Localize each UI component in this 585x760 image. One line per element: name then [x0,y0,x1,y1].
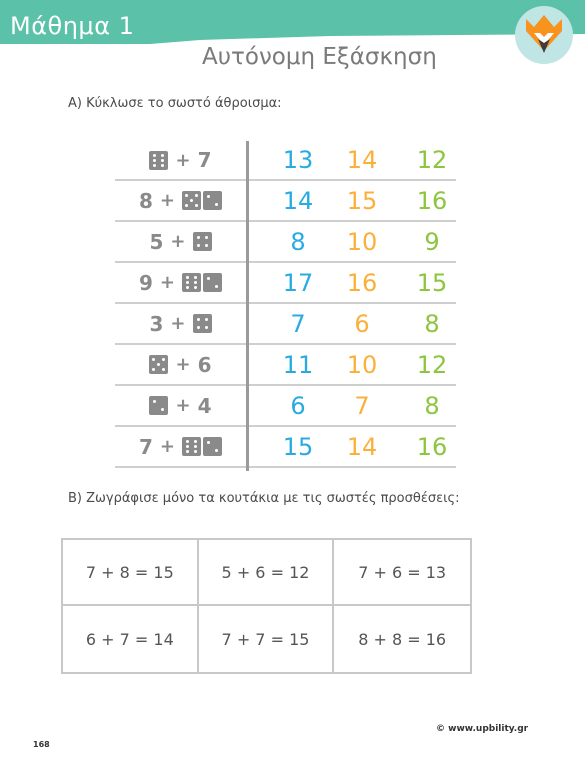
sum-option[interactable]: 16 [416,432,448,461]
sum-option[interactable]: 13 [282,146,314,174]
addition-expression [115,427,246,466]
addend: 7 [197,148,212,172]
addition-expression [115,386,246,425]
sum-option[interactable]: 14 [282,186,314,215]
plus-sign: + [170,231,186,252]
addition-expression [115,263,246,302]
die-icon [203,191,222,210]
sum-option[interactable]: 15 [416,268,448,297]
die-icon [203,273,222,292]
sum-option[interactable]: 16 [416,186,448,215]
table-row [115,263,456,304]
sum-option[interactable]: 17 [282,268,314,297]
page-subtitle: Αυτόνομη Εξάσκηση [202,44,437,70]
addend: 9 [138,270,153,295]
die-icon [149,396,168,415]
table-row [115,304,456,345]
dice-group [149,151,168,170]
dice-group [182,437,222,456]
addition-expression [115,345,246,384]
die-icon [193,232,212,251]
die-icon [149,151,168,170]
addition-expression [115,222,246,261]
addition-grid [61,538,472,674]
dice-group [193,314,212,333]
plus-sign: + [159,190,175,211]
table-row [115,141,456,181]
die-icon [193,314,212,333]
table-divider [246,141,249,471]
die-icon [149,355,168,374]
addend: 6 [197,352,212,377]
addition-expression [115,141,246,179]
sum-option[interactable]: 14 [346,146,378,174]
addition-expression [115,181,246,220]
plus-sign: + [175,149,191,171]
dice-group [182,191,222,210]
sum-option[interactable]: 15 [346,186,378,215]
sum-option[interactable]: 12 [416,350,448,379]
addend: 5 [149,229,164,254]
sum-option[interactable]: 7 [354,391,370,420]
dice-group [193,232,212,251]
sum-option[interactable]: 15 [282,432,314,461]
lesson-title: Μάθημα 1 [10,12,135,40]
sum-option[interactable]: 8 [424,309,440,338]
upbility-logo-icon [512,3,576,67]
die-icon [182,437,201,456]
sum-option[interactable]: 8 [424,391,440,420]
addition-box[interactable]: 6 + 7 = 14 [63,606,199,672]
sum-option[interactable]: 7 [290,309,306,338]
plus-sign: + [159,436,175,457]
table-row [115,222,456,263]
sum-option[interactable]: 16 [346,268,378,297]
sum-option[interactable]: 8 [290,227,306,256]
sum-option[interactable]: 12 [416,146,448,174]
sum-option[interactable]: 11 [282,350,314,379]
die-icon [182,191,201,210]
instruction-b: Β) Ζωγράφισε μόνο τα κουτάκια με τις σωστές προσθέσεις: [68,491,460,506]
dice-group [149,355,168,374]
plus-sign: + [159,272,175,293]
page-number: 168 [33,740,50,749]
addition-box[interactable]: 8 + 8 = 16 [358,629,447,649]
dice-group [149,396,168,415]
addition-box[interactable]: 5 + 6 = 12 [199,540,335,606]
sum-option[interactable]: 6 [354,309,370,338]
die-icon [203,437,222,456]
sum-option[interactable]: 6 [290,391,306,420]
addition-box[interactable]: 7 + 7 = 15 [199,606,335,672]
sum-option[interactable]: 14 [346,432,378,461]
table-row [115,181,456,222]
addend: 3 [149,311,164,336]
table-row [115,427,456,468]
table-row [115,386,456,427]
plus-sign: + [175,395,191,416]
sum-option[interactable]: 10 [346,227,378,256]
addition-expression [115,304,246,343]
copyright: © www.upbility.gr [436,724,529,734]
addition-box[interactable]: 7 + 6 = 13 [334,540,470,606]
plus-sign: + [170,313,186,334]
instruction-a: Α) Κύκλωσε το σωστό άθροισμα: [68,96,282,111]
sum-choice-table [115,141,456,468]
sum-option[interactable]: 9 [424,227,440,256]
die-icon [182,273,201,292]
sum-option[interactable]: 10 [346,350,378,379]
table-row [115,345,456,386]
addend: 7 [138,434,153,459]
addition-box[interactable]: 7 + 8 = 15 [63,540,199,606]
addend: 8 [138,188,153,213]
plus-sign: + [175,354,191,375]
addend: 4 [197,393,212,418]
dice-group [182,273,222,292]
